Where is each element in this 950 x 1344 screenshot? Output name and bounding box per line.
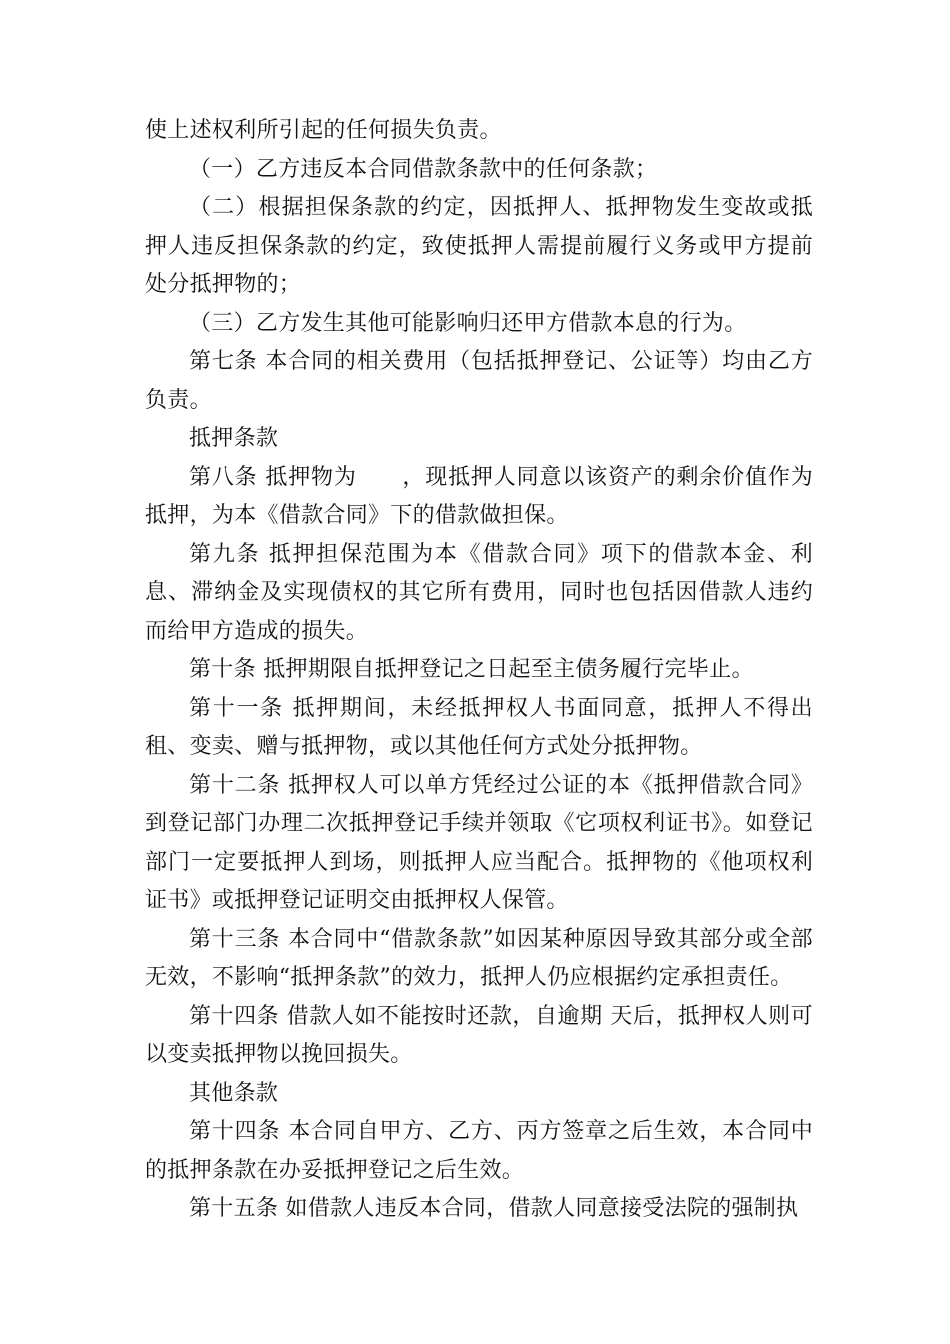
paragraph-article-12: 第十二条 抵押权人可以单方凭经过公证的本《抵押借款合同》到登记部门办理二次抵押登记手续并领取《它项权利证书》。如登记部门一定要抵押人到场，则抵押人应当配合。抵押物的《他项权利证书》或抵押登记证明交由抵押权人保管。 [145,772,813,913]
paragraph-article-11: 第十一条 抵押期间，未经抵押权人书面同意，抵押人不得出租、变卖、赠与抵押物，或以其他任何方式处分抵押物。 [145,695,813,759]
paragraph-continuation: 使上述权利所引起的任何损失负责。 [145,118,502,143]
paragraph-clause-item-2: （二）根据担保条款的约定，因抵押人、抵押物发生变故或抵押人违反担保条款的约定，致使抵押人需提前履行义务或甲方提前处分抵押物的； [145,195,813,297]
paragraph-article-10: 第十条 抵押期限自抵押登记之日起至主债务履行完毕止。 [189,657,754,682]
paragraph-article-9: 第九条 抵押担保范围为本《借款合同》项下的借款本金、利息、滞纳金及实现债权的其它所有费用，同时也包括因借款人违约而给甲方造成的损失。 [145,541,813,644]
paragraph-article-15: 第十五条 如借款人违反本合同，借款人同意接受法院的强制执 [189,1196,799,1221]
paragraph-clause-item-3: （三）乙方发生其他可能影响归还甲方借款本息的行为。 [189,310,747,336]
contract-body-text [145,112,813,1229]
section-heading-mortgage-terms: 抵押条款 [189,426,279,451]
section-heading-other-terms: 其他条款 [189,1080,279,1106]
paragraph-article-7: 第七条 本合同的相关费用（包括抵押登记、公证等）均由乙方负责。 [145,349,813,413]
paragraph-article-8: 第八条 抵押物为 ，现抵押人同意以该资产的剩余价值作为抵押，为本《借款合同》下的借款做担保。 [145,464,813,528]
paragraph-article-14b: 第十四条 本合同自甲方、乙方、丙方签章之后生效，本合同中的抵押条款在办妥抵押登记之后生效。 [145,1119,813,1183]
paragraph-article-13: 第十三条 本合同中“借款条款”如因某种原因导致其部分或全部无效，不影响“抵押条款”的效力，抵押人仍应根据约定承担责任。 [145,926,813,990]
paragraph-article-14a: 第十四条 借款人如不能按时还款，自逾期 天后，抵押权人则可以变卖抵押物以挽回损失。 [145,1003,813,1067]
paragraph-clause-item-1: （一）乙方违反本合同借款条款中的任何条款； [189,156,658,182]
